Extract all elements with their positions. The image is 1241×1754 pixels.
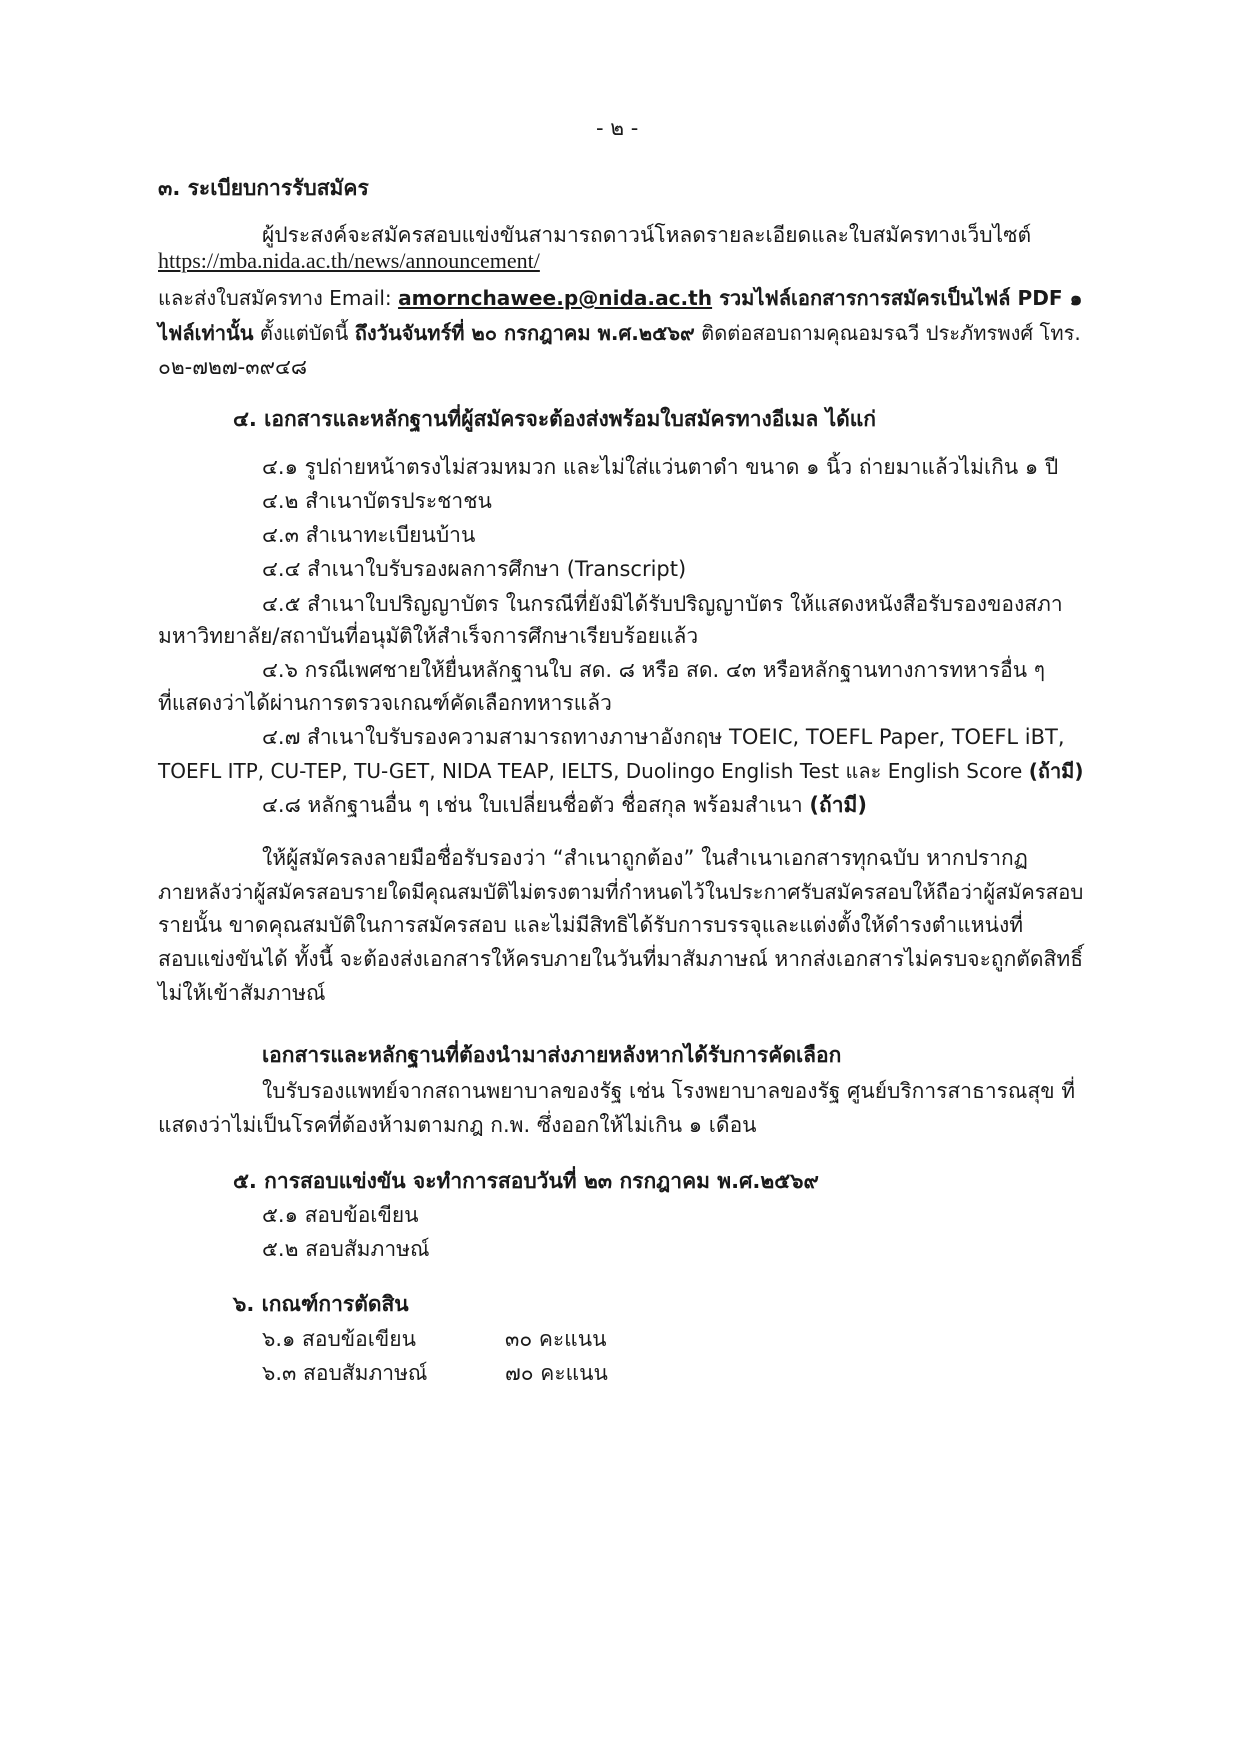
section4-item8 [262, 790, 867, 820]
section3-line4-mid: ตั้งแต่บัดนี้ [253, 321, 355, 345]
section4-item7-line2 [158, 756, 1084, 786]
announcement-url-link[interactable]: https://mba.nida.ac.th/news/announcement/ [158, 248, 540, 273]
section5-item1: ๕.๑ สอบข้อเขียน [262, 1203, 419, 1227]
after-selection-line2: แสดงว่าไม่เป็นโรคที่ต้องห้ามตามกฎ ก.พ. ซึ่งออกให้ไม่เกิน ๑ เดือน [158, 1113, 757, 1137]
section3-line1: ผู้ประสงค์จะสมัครสอบแข่งขันสามารถดาวน์โหลดรายละเอียดและใบสมัครทางเว็บไซต์ [262, 223, 1032, 247]
section3-line3-prefix: และส่งใบสมัครทาง Email: [158, 286, 399, 310]
section4-heading: ๔. เอกสารและหลักฐานที่ผู้สมัครจะต้องส่งพร้อมใบสมัครทางอีเมล ได้แก่ [233, 407, 877, 431]
notice-line4: สอบแข่งขันได้ ทั้งนี้ จะต้องส่งเอกสารให้ครบภายในวันที่มาสัมภาษณ์ หากส่งเอกสารไม่ครบจะถูกตัดสิทธิ์ [158, 947, 1084, 971]
criteria-row-score: ๓๐ คะแนน [505, 1327, 607, 1351]
section4-item3: ๔.๓ สำเนาทะเบียนบ้าน [262, 523, 476, 547]
notice-line5: ไม่ให้เข้าสัมภาษณ์ [158, 981, 326, 1005]
after-selection-heading: เอกสารและหลักฐานที่ต้องนำมาส่งภายหลังหากได้รับการคัดเลือก [262, 1043, 842, 1067]
section3-line4 [158, 318, 1081, 348]
section4-item5-line2: มหาวิทยาลัย/สถาบันที่อนุมัติให้สำเร็จการศึกษาเรียบร้อยแล้ว [158, 624, 699, 648]
criteria-row-label: ๖.๓ สอบสัมภาษณ์ [262, 1361, 428, 1385]
notice-line2: ภายหลังว่าผู้สมัครสอบรายใดมีคุณสมบัติไม่ตรงตามที่กำหนดไว้ในประกาศรับสมัครสอบให้ถือว่าผู้สมัครสอบ [158, 880, 1084, 904]
notice-line1: ให้ผู้สมัครลงลายมือชื่อรับรองว่า “สำเนาถูกต้อง” ในสำเนาเอกสารทุกฉบับ หากปรากฏ [262, 846, 1028, 870]
section4-item6-line2: ที่แสดงว่าได้ผ่านการตรวจเกณฑ์คัดเลือกทหารแล้ว [158, 691, 612, 715]
section3-heading: ๓. ระเบียบการรับสมัคร [158, 176, 369, 200]
notice-line3: รายนั้น ขาดคุณสมบัติในการสมัครสอบ และไม่มีสิทธิได้รับการบรรจุและแต่งตั้งให้ดำรงตำแหน่งที่ [158, 913, 1024, 937]
criteria-row-score: ๗๐ คะแนน [505, 1361, 608, 1385]
section4-item8-optional: (ถ้ามี) [809, 793, 867, 817]
criteria-row-label: ๖.๑ สอบข้อเขียน [262, 1327, 416, 1351]
section6-heading: ๖. เกณฑ์การตัดสิน [233, 1292, 409, 1316]
section5-item2: ๕.๒ สอบสัมภาษณ์ [262, 1237, 430, 1261]
contact-phone: ๐๒-๗๒๗-๓๙๔๘ [158, 355, 308, 379]
section3-deadline: ถึงวันจันทร์ที่ ๒๐ กรกฎาคม พ.ศ.๒๕๖๙ [354, 321, 695, 345]
after-selection-line1: ใบรับรองแพทย์จากสถานพยาบาลของรัฐ เช่น โรงพยาบาลของรัฐ ศูนย์บริการสาธารณสุข ที่ [262, 1079, 1076, 1103]
section3-line3 [158, 283, 1082, 313]
section5-heading: ๕. การสอบแข่งขัน จะทำการสอบวันที่ ๒๓ กรกฎาคม พ.ศ.๒๕๖๙ [233, 1169, 819, 1193]
page-number: - ๒ - [596, 116, 639, 140]
section4-item2: ๔.๒ สำเนาบัตรประชาชน [262, 489, 492, 513]
section4-item4: ๔.๔ สำเนาใบรับรองผลการศึกษา (Transcript) [262, 557, 687, 581]
section4-item5-line1: ๔.๕ สำเนาใบปริญญาบัตร ในกรณีที่ยังมิได้รับปริญญาบัตร ให้แสดงหนังสือรับรองของสภา [262, 592, 1063, 616]
section4-item7-optional: (ถ้ามี) [1028, 759, 1084, 783]
email-link[interactable]: amornchawee.p@nida.ac.th [398, 286, 713, 310]
section4-item7-line1: ๔.๗ สำเนาใบรับรองความสามารถทางภาษาอังกฤษ TOEIC, TOEFL Paper, TOEFL iBT, [262, 725, 1065, 749]
section4-item7-line2-text: TOEFL ITP, CU-TEP, TU-GET, NIDA TEAP, IELTS, Duolingo English Test และ English Score [158, 759, 1029, 783]
section3-line4-bold1: ไฟล์เท่านั้น [158, 321, 254, 345]
section4-item6-line1: ๔.๖ กรณีเพศชายให้ยื่นหลักฐานใบ สด. ๘ หรือ สด. ๔๓ หรือหลักฐานทางการทหารอื่น ๆ [262, 658, 1045, 682]
section4-item1: ๔.๑ รูปถ่ายหน้าตรงไม่สวมหมวก และไม่ใส่แว่นตาดำ ขนาด ๑ นิ้ว ถ่ายมาแล้วไม่เกิน ๑ ปี [262, 455, 1059, 479]
section3-line4-tail: ติดต่อสอบถามคุณอมรฉวี ประภัทรพงศ์ โทร. [694, 321, 1081, 345]
section3-line3-bold: รวมไฟล์เอกสารการสมัครเป็นไฟล์ PDF ๑ [712, 286, 1083, 310]
section4-item8-text: ๔.๘ หลักฐานอื่น ๆ เช่น ใบเปลี่ยนชื่อตัว ชื่อสกุล พร้อมสำเนา [262, 793, 810, 817]
